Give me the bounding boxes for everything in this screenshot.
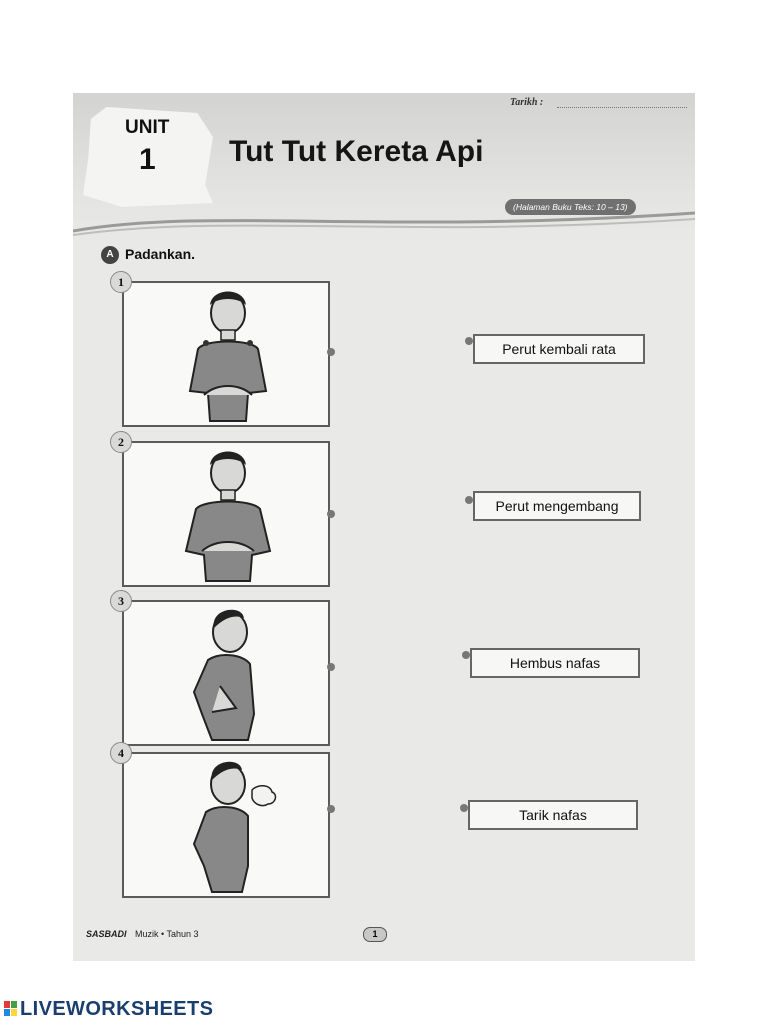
worksheet-page bbox=[73, 93, 695, 961]
match-dot-picture-3[interactable] bbox=[327, 663, 335, 671]
picture-number-4: 4 bbox=[110, 742, 132, 764]
date-field[interactable] bbox=[557, 107, 687, 108]
unit-label: UNIT bbox=[125, 117, 170, 138]
picture-frame-1 bbox=[118, 275, 330, 427]
page-title: Tut Tut Kereta Api bbox=[229, 135, 484, 168]
match-dot-option-3[interactable] bbox=[462, 651, 470, 659]
subject-label: Muzik • Tahun 3 bbox=[135, 929, 199, 939]
picture-number-1: 1 bbox=[110, 271, 132, 293]
liveworksheets-logo-icon bbox=[4, 1001, 18, 1017]
textbook-reference: (Halaman Buku Teks: 10 – 13) bbox=[505, 199, 636, 215]
option-hembus-nafas[interactable]: Hembus nafas bbox=[470, 648, 640, 678]
publisher-logo: SASBADI bbox=[86, 929, 127, 939]
boy-side-breathing-in-icon bbox=[124, 602, 328, 744]
option-tarik-nafas[interactable]: Tarik nafas bbox=[468, 800, 638, 830]
liveworksheets-brand: LIVEWORKSHEETS bbox=[20, 998, 214, 1020]
page-number: 1 bbox=[363, 927, 387, 942]
unit-number: 1 bbox=[139, 143, 156, 176]
picture-number-2: 2 bbox=[110, 431, 132, 453]
match-dot-picture-1[interactable] bbox=[327, 348, 335, 356]
section-instruction: Padankan. bbox=[125, 246, 196, 262]
picture-frame-3 bbox=[118, 594, 330, 746]
picture-number-3: 3 bbox=[110, 590, 132, 612]
match-dot-picture-4[interactable] bbox=[327, 805, 335, 813]
picture-frame-2 bbox=[118, 435, 330, 587]
boy-side-blowing-air-icon bbox=[124, 754, 328, 896]
match-dot-option-4[interactable] bbox=[460, 804, 468, 812]
date-label: Tarikh : bbox=[510, 97, 544, 108]
boy-front-belly-expanding-icon bbox=[124, 443, 328, 585]
match-dot-option-2[interactable] bbox=[465, 496, 473, 504]
section-letter-badge: A bbox=[101, 246, 119, 264]
page-footer bbox=[86, 929, 199, 939]
picture-frame-4 bbox=[118, 746, 330, 898]
option-perut-mengembang[interactable]: Perut mengembang bbox=[473, 491, 641, 521]
match-dot-picture-2[interactable] bbox=[327, 510, 335, 518]
option-perut-kembali-rata[interactable]: Perut kembali rata bbox=[473, 334, 645, 364]
match-dot-option-1[interactable] bbox=[465, 337, 473, 345]
boy-front-hands-on-belly-icon bbox=[124, 283, 328, 425]
